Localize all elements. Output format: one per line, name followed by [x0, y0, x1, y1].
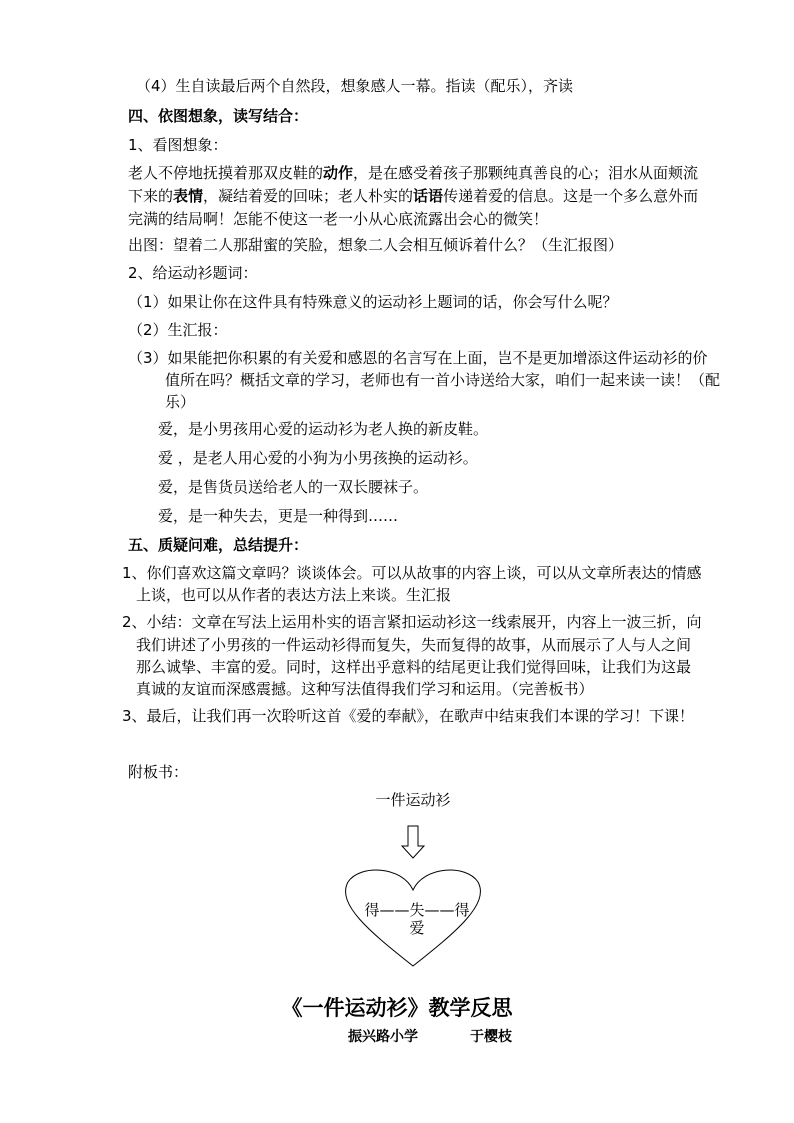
sub-item-1: （1）如果让你在这件具有特殊意义的运动衫上题词的话，你会写什么呢？ — [128, 293, 618, 311]
author-name: 于樱枝 — [470, 1029, 512, 1045]
poem-line: 爱 ，是老人用心爱的小狗为小男孩换的运动衫。 — [158, 449, 478, 467]
heart-text-line-1: 得——失——得 — [364, 901, 470, 919]
down-arrow-icon — [402, 826, 424, 858]
paragraph-line: 老人不停地抚摸着那双皮鞋的动作，是在感受着孩子那颗纯真善良的心；泪水从面颊流 — [128, 164, 699, 182]
item-2-line: 那么诚挚、丰富的爱。同时，这样出乎意料的结尾更让我们觉得回味，让我们为这最 — [136, 658, 692, 676]
sub-item-2: （2）生汇报： — [128, 321, 228, 339]
board-top-label: 一件运动衫 — [375, 791, 451, 809]
sub-item-3-line: 乐） — [165, 393, 196, 411]
item-2-line: 2、小结：文章在写法上运用朴实的语言紧扣运动衫这一线索展开，内容上一波三折，向 — [122, 613, 702, 631]
sub-item-3-line: （3）如果能把你积累的有关爱和感恩的名言写在上面，岂不是更加增添这件运动衫的价 — [128, 349, 708, 367]
item-2-line: 我们讲述了小男孩的一件运动衫得而复失，失而复得的故事，从而展示了人与人之间 — [136, 636, 692, 654]
school-name: 振兴路小学 — [348, 1029, 418, 1045]
poem-line: 爱，是小男孩用心爱的运动衫为老人换的新皮鞋。 — [158, 420, 489, 438]
sub-item-3-line: 值所在吗？概括文章的学习，老师也有一首小诗送给大家，咱们一起来读一读！（配 — [165, 371, 721, 389]
paragraph-line: 完满的结局啊！怎能不使这一老一小从心底流露出会心的微笑！ — [128, 210, 549, 228]
section-heading-4: 四、依图想象，读写结合： — [128, 107, 309, 125]
item-1-line: 1、你们喜欢这篇文章吗？谈谈体会。可以从故事的内容上谈，可以从文章所表达的情感 — [122, 564, 702, 582]
item-3: 3、最后，让我们再一次聆听这首《爱的奉献》，在歌声中结束我们本课的学习！下课！ — [122, 707, 695, 725]
poem-line: 爱，是一种失去，更是一种得到…… — [158, 507, 399, 525]
item-1-line: 上谈，也可以从作者的表达方法上来谈。生汇报 — [136, 586, 452, 604]
paragraph-show-picture: 出图：望着二人那甜蜜的笑脸，想象二人会相互倾诉着什么？（生汇报图） — [128, 236, 624, 254]
board-label: 附板书： — [128, 763, 189, 781]
section-heading-5: 五、质疑问难，总结提升： — [128, 536, 309, 554]
poem-line: 爱，是售货员送给老人的一双长腰袜子。 — [158, 478, 429, 496]
step-item-4: （4）生自读最后两个自然段，想象感人一幕。指读（配乐），齐读 — [136, 77, 574, 95]
paragraph-line: 下来的表情，凝结着爱的回味；老人朴实的话语传递着爱的信息。这是一个多么意外而 — [128, 187, 699, 205]
sub-heading-look-imagine: 1、看图想象： — [128, 136, 228, 154]
reflection-title: 《一件运动衫》教学反思 — [281, 995, 513, 1020]
sub-heading-inscription: 2、给运动衫题词： — [128, 264, 258, 282]
board-diagram — [340, 820, 490, 972]
item-2-line: 真诚的友谊而深感震撼。这种写法值得我们学习和运用。（完善板书） — [136, 680, 594, 698]
heart-text-line-2: 爱 — [409, 919, 425, 937]
